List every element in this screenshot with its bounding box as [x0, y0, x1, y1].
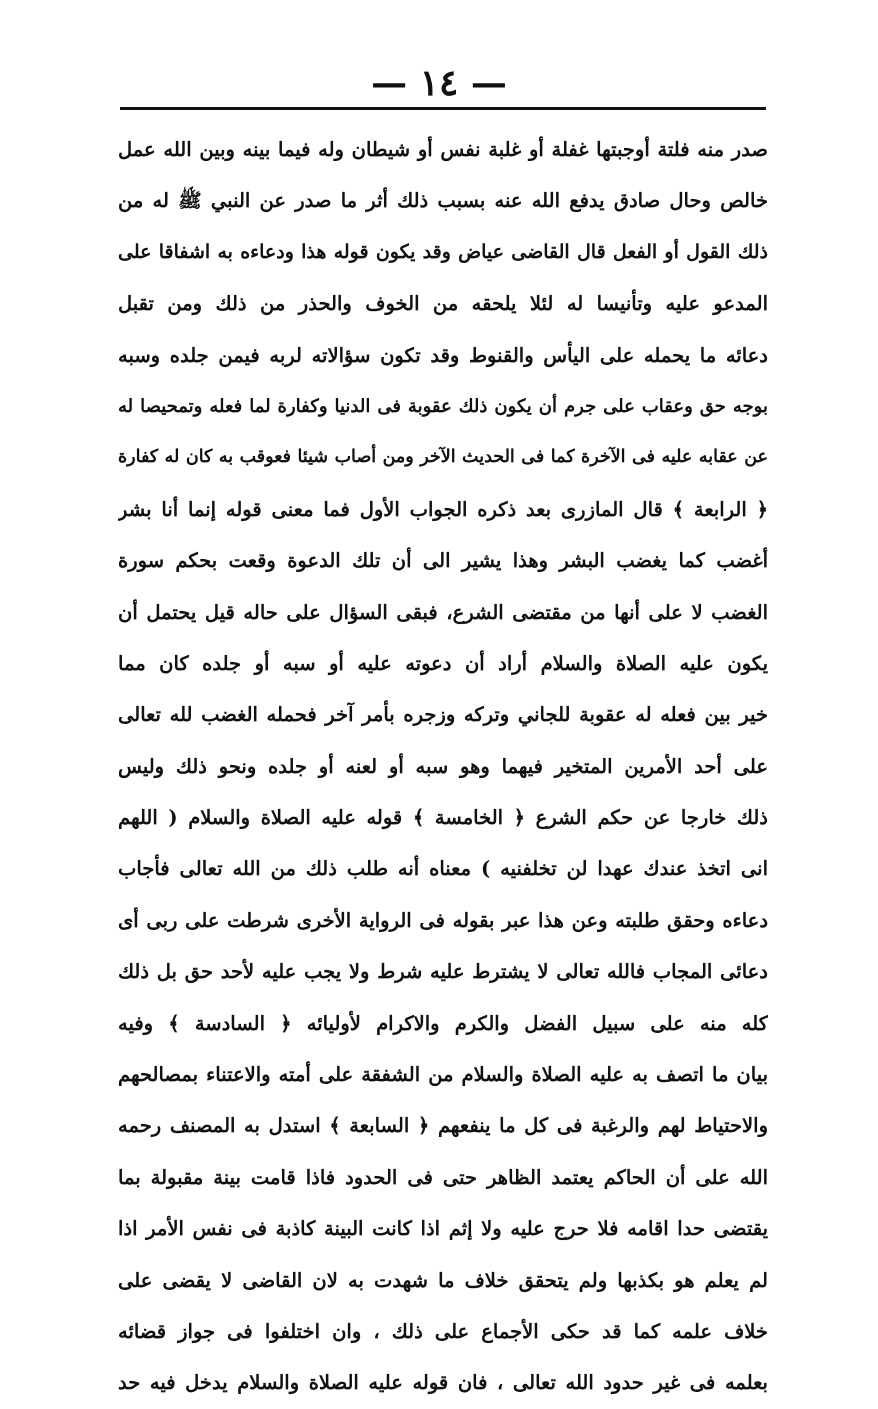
text-line: كله منه على سبيل الفضل والكرم والاكرام لأوليائه ﴿ السادسة ﴾ وفيه	[118, 1011, 768, 1035]
text-line: ﴿ الرابعة ﴾ قال المازرى بعد ذكره الجواب الأول فما معنى قوله إنما أنا بشر	[118, 497, 768, 521]
text-line: خالص وحال صادق يدفع الله عنه بسبب ذلك أثر ما صدر عن النبي ﷺ له من	[118, 189, 768, 213]
text-line: الله على أن الحاكم يعتمد الظاهر حتى فى الحدود فاذا قامت بينة مقبولة بما	[118, 1165, 768, 1189]
text-line: أغضب كما يغضب البشر وهذا يشير الى أن تلك الدعوة وقعت بحكم سورة	[118, 549, 768, 573]
text-line: يقتضى حدا اقامه فلا حرج عليه ولا إثم اذا كانت البينة كاذبة فى نفس الأمر اذا	[118, 1217, 768, 1241]
page-number: — ١٤ —	[371, 62, 507, 104]
text-line: بعلمه فى غير حدود الله تعالى ، فان قوله عليه الصلاة والسلام يدخل فيه حد	[118, 1371, 768, 1395]
text-line: المدعو عليه وتأنيسا له لئلا يلحقه من الخوف والحذر من ذلك ومن تقبل	[118, 292, 768, 316]
text-line: عن عقابه عليه فى الآخرة كما فى الحديث الآخر ومن أصاب شيئا فعوقب به كان له كفارة	[118, 447, 768, 468]
text-line: الغضب لا على أنها من مقتضى الشرع، فبقى السؤال على حاله قيل يحتمل أن	[118, 600, 768, 624]
text-line: ذلك خارجا عن حكم الشرع ﴿ الخامسة ﴾ قوله عليه الصلاة والسلام ( اللهم	[118, 806, 768, 830]
text-line: ذلك القول أو الفعل قال القاضى عياض وقد يكون قوله هذا ودعاءه به اشفاقا على	[118, 240, 768, 263]
text-line: يكون عليه الصلاة والسلام أراد أن دعوته عليه أو سبه أو جلده كان مما	[118, 651, 768, 675]
text-line: والاحتياط لهم والرغبة فى كل ما ينفعهم ﴿ السابعة ﴾ استدل به المصنف رحمه	[118, 1114, 768, 1138]
text-line: دعاءه وحقق طلبته وعن هذا عبر بقوله فى الرواية الأخرى شرطت على ربى أى	[118, 908, 768, 932]
text-line: لم يعلم هو بكذبها ولم يتحقق خلاف ما شهدت به لان القاضى لا يقضى على	[118, 1268, 768, 1292]
text-line: دعائه ما يحمله على اليأس والقنوط وقد تكون سؤالاته لربه فيمن جلده وسبه	[118, 343, 768, 367]
text-line: خير بين فعله له عقوبة للجاني وتركه وزجره بأمر آخر فحمله الغضب لله تعالى	[118, 703, 768, 727]
text-line: بوجه حق وعقاب على جرم أن يكون ذلك عقوبة فى الدنيا وكفارة لما فعله وتمحيصا له	[118, 395, 768, 417]
text-line: خلاف علمه كما قد حكى الأجماع على ذلك ، وان اختلفوا فى جواز قضائه	[118, 1319, 768, 1343]
text-line: انى اتخذ عندك عهدا لن تخلفنيه ) معناه أنه طلب ذلك من الله تعالى فأجاب	[118, 857, 768, 881]
text-line: بيان ما اتصف به عليه الصلاة والسلام من الشفقة على أمته والاعتناء بمصالحهم	[118, 1063, 768, 1087]
header-rule	[120, 107, 766, 110]
text-line: على أحد الأمرين المتخير فيهما وهو سبه أو لعنه أو جلده ونحو ذلك وليس	[118, 754, 768, 778]
text-line: دعائى المجاب فالله تعالى لا يشترط عليه شرط ولا يجب عليه لأحد حق بل ذلك	[118, 960, 768, 984]
body-text	[118, 124, 768, 1409]
text-line: صدر منه فلتة أوجبتها غفلة أو غلبة نفس أو شيطان وله فيما بينه وبين الله عمل	[118, 138, 768, 161]
